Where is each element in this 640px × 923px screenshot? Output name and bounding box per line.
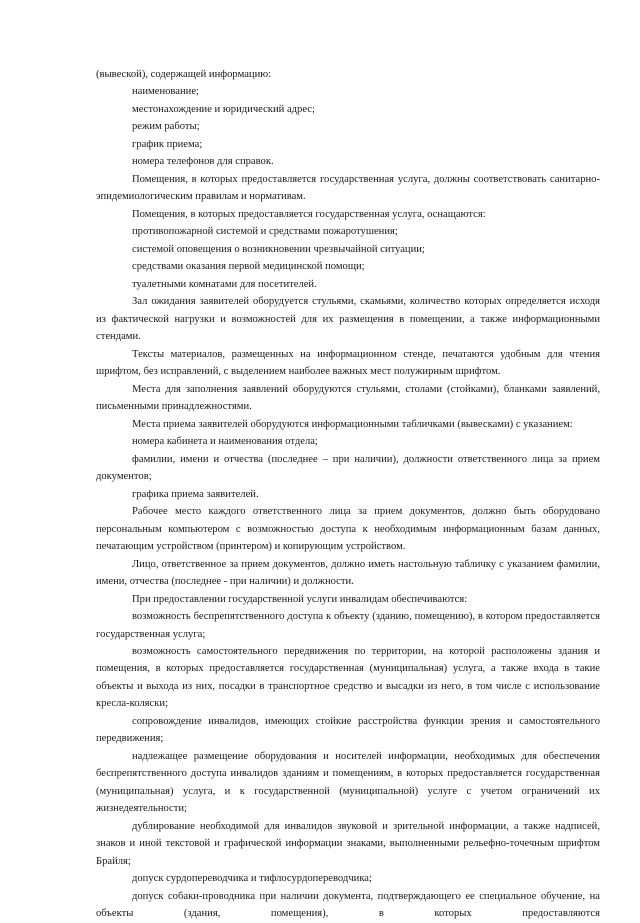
list-item: график приема; bbox=[132, 138, 203, 150]
list-item: возможность самостоятельного передвижения по территории, на которой расположены здания и помещения, в которых предоставляется государственная (муниципальная) услуга, а также входа в такие объекты и выхода из них, посадки в транспортное средство и высадки из него, в том числе с использование кресла-коляски; bbox=[96, 645, 600, 710]
list-item: средствами оказания первой медицинской помощи; bbox=[132, 261, 365, 273]
list-item: системой оповещения о возникновении чрезвычайной ситуации; bbox=[132, 243, 425, 255]
paragraph: При предоставлении государственной услуги инвалидам обеспечиваются: bbox=[132, 593, 468, 605]
list-item: надлежащее размещение оборудования и носителей информации, необходимых для обеспечения беспрепятственного доступа инвалидов зданиям и помещениям, в которых предоставляется государственная (муниципальная) услуга, и к государственной (муниципальной) услуге с учетом ограничений их жизнедеятельности; bbox=[96, 750, 600, 815]
paragraph: (вывеской), содержащей информацию: bbox=[96, 69, 272, 80]
list-item: допуск собаки-проводника при наличии документа, подтверждающего ее специальное обучение, на объекты (здания, помещения), в которых предоставляются bbox=[96, 890, 600, 920]
list-item: сопровождение инвалидов, имеющих стойкие расстройства функции зрения и самостоятельного передвижения; bbox=[96, 715, 600, 745]
list-item: графика приема заявителей. bbox=[132, 488, 259, 500]
list-item: наименование; bbox=[132, 86, 199, 98]
paragraph: Рабочее место каждого ответственного лица за прием документов, должно быть оборудовано персональным компьютером с возможностью доступа к необходимым информационным базам данных, печатающим устройством (принтером) и копирующим устройством. bbox=[96, 506, 600, 553]
list-item: возможность беспрепятственного доступа к объекту (зданию, помещению), в котором предоставляется государственная услуга; bbox=[96, 611, 600, 640]
paragraph: Помещения, в которых предоставляется государственная услуга, должны соответствовать санитарно-эпидемиологическим правилам и нормативам. bbox=[96, 173, 600, 203]
paragraph: Тексты материалов, размещенных на информационном стенде, печатаются удобным для чтения шрифтом, без исправлений, с выделением наиболее важных мест полужирным шрифтом. bbox=[96, 348, 600, 378]
list-item: режим работы; bbox=[132, 121, 200, 133]
list-item: допуск сурдопереводчика и тифлосурдопереводчика; bbox=[132, 873, 372, 885]
paragraph: Зал ожидания заявителей оборудуется стульями, скамьями, количество которых определяется исходя из фактической нагрузки и возможностей для их размещения в помещении, а также информационными стендами. bbox=[96, 296, 600, 343]
list-item: фамилии, имени и отчества (последнее – при наличии), должности ответственного лица за прием документов; bbox=[96, 453, 600, 483]
paragraph: Лицо, ответственное за прием документов, должно иметь настольную табличку с указанием фамилии, имени, отчества (последнее - при наличии) и должности. bbox=[96, 558, 600, 588]
list-item: номера кабинета и наименования отдела; bbox=[132, 436, 318, 448]
paragraph: Помещения, в которых предоставляется государственная услуга, оснащаются: bbox=[132, 208, 486, 220]
paragraph: Места для заполнения заявлений оборудуются стульями, столами (стойками), бланками заявлений, письменными принадлежностями. bbox=[96, 383, 600, 413]
list-item: местонахождение и юридический адрес; bbox=[132, 103, 315, 115]
paragraph: Места приема заявителей оборудуются информационными табличками (вывесками) с указанием: bbox=[132, 418, 573, 430]
list-item: номера телефонов для справок. bbox=[132, 156, 274, 168]
document-page bbox=[96, 66, 600, 923]
list-item: туалетными комнатами для посетителей. bbox=[132, 278, 317, 290]
list-item: дублирование необходимой для инвалидов звуковой и зрительной информации, а также надписей, знаков и иной текстовой и графической информации знаками, выполненными рельефно-точечным шрифтом Брайля; bbox=[96, 820, 600, 867]
list-item: противопожарной системой и средствами пожаротушения; bbox=[132, 226, 398, 238]
